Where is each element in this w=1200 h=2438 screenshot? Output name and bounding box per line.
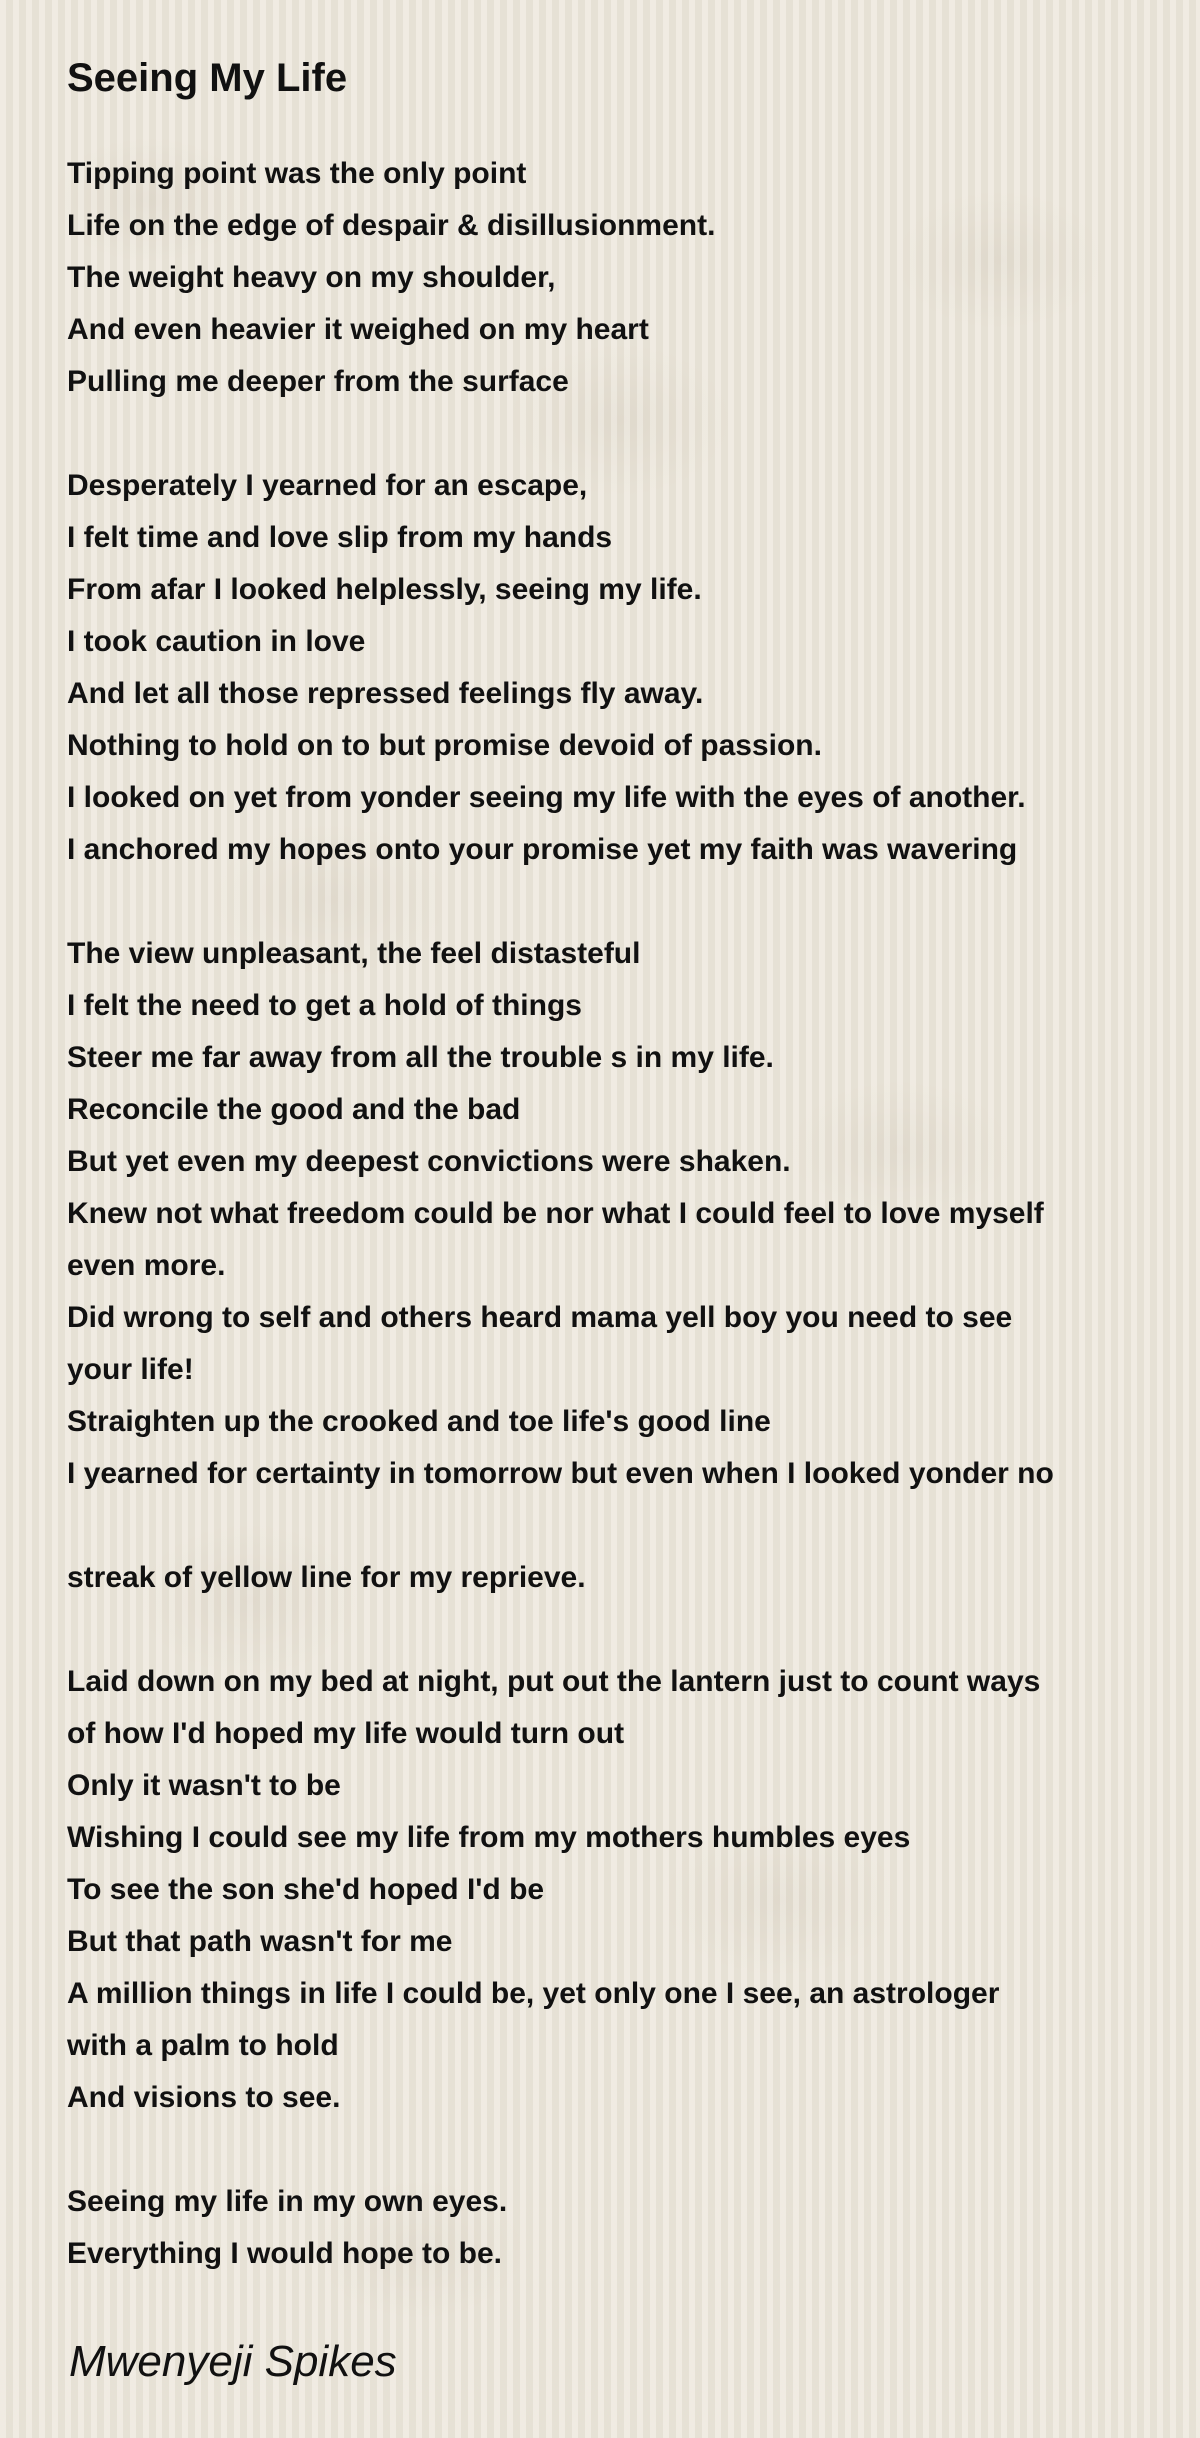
poem-line: Seeing my life in my own eyes. — [67, 2185, 508, 2218]
poem-title: Seeing My Life — [67, 56, 348, 100]
poem-line: From afar I looked helplessly, seeing my life. — [67, 573, 702, 606]
poem-line: Tipping point was the only point — [67, 157, 527, 190]
poem-line: I felt the need to get a hold of things — [67, 989, 582, 1022]
poem-line: Wishing I could see my life from my mothers humbles eyes — [67, 1821, 911, 1854]
poem-line: streak of yellow line for my reprieve. — [67, 1561, 586, 1594]
poem-line: Desperately I yearned for an escape, — [67, 469, 588, 502]
poem-line: even more. — [67, 1249, 226, 1282]
poem-author: Mwenyeji Spikes — [69, 2337, 397, 2386]
poem-line: Did wrong to self and others heard mama yell boy you need to see — [67, 1301, 1013, 1334]
poem-body — [67, 148, 1147, 2280]
poem-line: I anchored my hopes onto your promise yet my faith was wavering — [67, 833, 1018, 866]
stanza-break — [67, 1500, 1147, 1552]
poem-line: Reconcile the good and the bad — [67, 1093, 521, 1126]
poem-line: But that path wasn't for me — [67, 1925, 453, 1958]
poem-line: Only it wasn't to be — [67, 1769, 341, 1802]
poem-line: The weight heavy on my shoulder, — [67, 261, 556, 294]
poem-line: Straighten up the crooked and toe life's good line — [67, 1405, 771, 1438]
poem-line: Everything I would hope to be. — [67, 2237, 503, 2270]
poem-line: I yearned for certainty in tomorrow but even when I looked yonder no — [67, 1457, 1054, 1490]
poem-line: Knew not what freedom could be nor what I could feel to love myself — [67, 1197, 1044, 1230]
stanza-break — [67, 2124, 1147, 2176]
stanza-break — [67, 408, 1147, 460]
poem-line: And let all those repressed feelings fly away. — [67, 677, 704, 710]
poem-line: Laid down on my bed at night, put out the lantern just to count ways — [67, 1665, 1041, 1698]
poem-line: And even heavier it weighed on my heart — [67, 313, 649, 346]
poem-line: of how I'd hoped my life would turn out — [67, 1717, 625, 1750]
poem-line: Pulling me deeper from the surface — [67, 365, 569, 398]
poem-line: But yet even my deepest convictions were shaken. — [67, 1145, 791, 1178]
poem-line: Life on the edge of despair & disillusionment. — [67, 209, 716, 242]
poem-line: Nothing to hold on to but promise devoid of passion. — [67, 729, 822, 762]
poem-line: And visions to see. — [67, 2081, 341, 2114]
poem-line: with a palm to hold — [67, 2029, 339, 2062]
poem-line: A million things in life I could be, yet only one I see, an astrologer — [67, 1977, 1000, 2010]
poem-line: To see the son she'd hoped I'd be — [67, 1873, 545, 1906]
poem-line: I looked on yet from yonder seeing my life with the eyes of another. — [67, 781, 1026, 814]
poem-line: I took caution in love — [67, 625, 366, 658]
poem-line: I felt time and love slip from my hands — [67, 521, 613, 554]
stanza-break — [67, 876, 1147, 928]
stanza-break — [67, 1604, 1147, 1656]
poem-line: Steer me far away from all the trouble s in my life. — [67, 1041, 774, 1074]
poem-line: your life! — [67, 1353, 194, 1386]
poem-line: The view unpleasant, the feel distasteful — [67, 937, 641, 970]
